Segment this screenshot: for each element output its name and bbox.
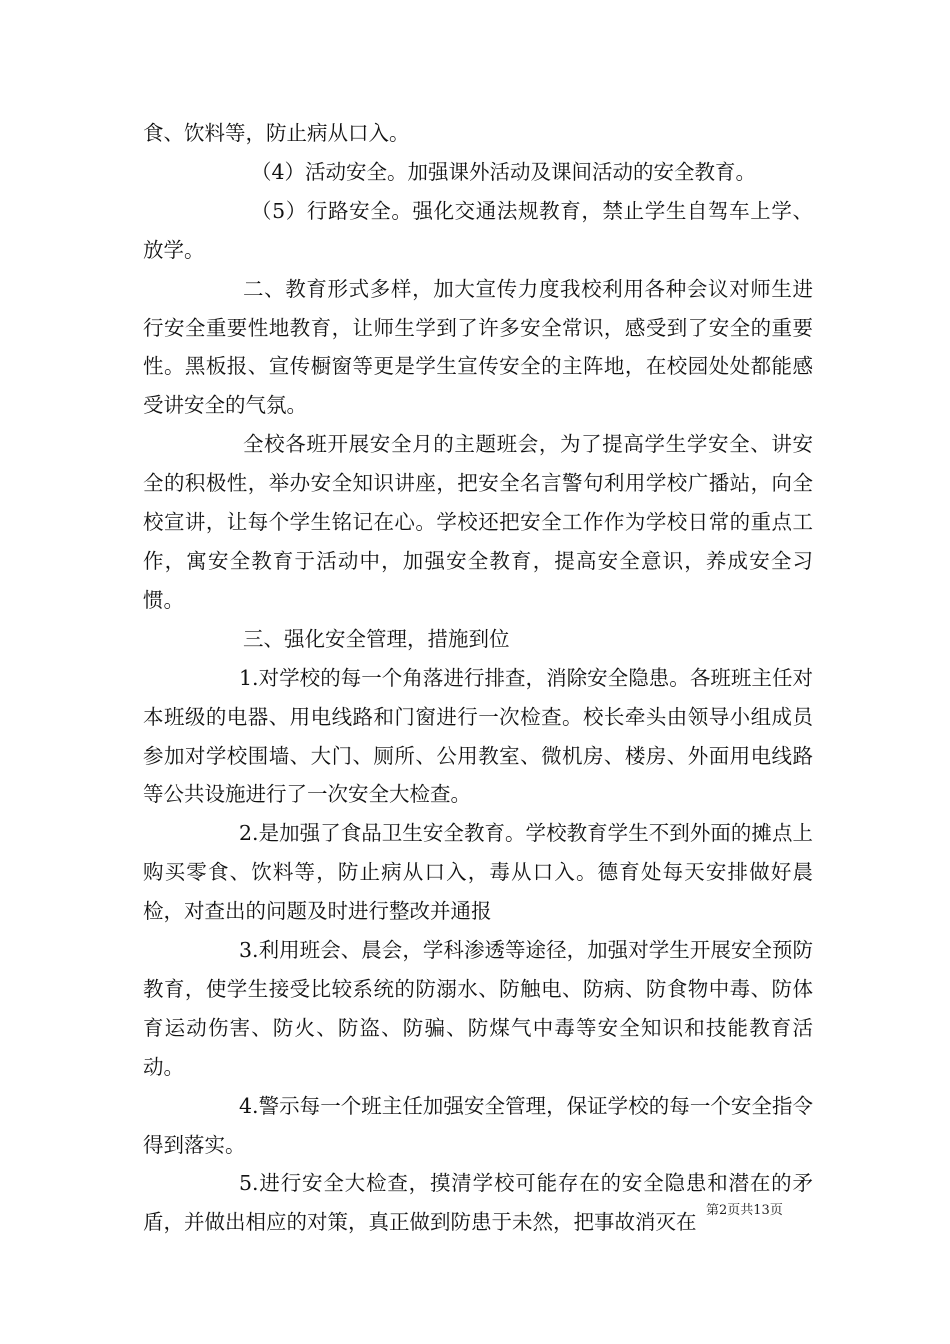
paragraph: （4）活动安全。加强课外活动及课间活动的安全教育。 (251, 159, 757, 184)
paragraph: 食、饮料等，防止病从口入。 (143, 121, 410, 145)
page-number-footer: 第2页共13页 (706, 1203, 783, 1218)
paragraph: 2.是加强了食品卫生安全教育。学校教育学生不到外面的摊点上购买零食、饮料等，防止病从口入，毒从口入。德育处每天安排做好晨检，对查出的问题及时进行整改并通报 (143, 821, 813, 924)
paragraph: 4.警示每一个班主任加强安全管理，保证学校的每一个安全指令得到落实。 (143, 1093, 813, 1157)
section-heading: 三、强化安全管理，措施到位 (243, 626, 510, 651)
paragraph: 全校各班开展安全月的主题班会，为了提高学生学安全、讲安全的积极性，举办安全知识讲座，把安全名言警句利用学校广播站，向全校宣讲，让每个学生铭记在心。学校还把安全工作作为学校日常的重点工作，寓安全教育于活动中，加强安全教育，提高安全意识，养成安全习惯。 (143, 432, 813, 612)
paragraph: （5）行路安全。强化交通法规教育，禁止学生自驾车上学、放学。 (143, 198, 813, 262)
paragraph: 3.利用班会、晨会，学科渗透等途径，加强对学生开展安全预防教育，使学生接受比较系统的防溺水、防触电、防病、防食物中毒、防体育运动伤害、防火、防盗、防骗、防煤气中毒等安全知识和技能教育活动。 (143, 938, 813, 1079)
paragraph: 1.对学校的每一个角落进行排查，消除安全隐患。各班班主任对本班级的电器、用电线路和门窗进行一次检查。校长牵头由领导小组成员参加对学校围墙、大门、厕所、公用教室、微机房、楼房、外面用电线路等公共设施进行了一次安全大检查。 (143, 665, 813, 807)
paragraph: 二、教育形式多样，加大宣传力度我校利用各种会议对师生进行安全重要性地教育，让师生学到了许多安全常识，感受到了安全的重要性。黑板报、宣传橱窗等更是学生宣传安全的主阵地，在校园处处都能感受讲安全的气氛。 (143, 276, 813, 418)
paragraph: 5.进行安全大检查，摸清学校可能存在的安全隐患和潜在的矛盾，并做出相应的对策，真正做到防患于未然，把事故消灭在 (143, 1171, 813, 1235)
document-body (143, 114, 813, 1242)
